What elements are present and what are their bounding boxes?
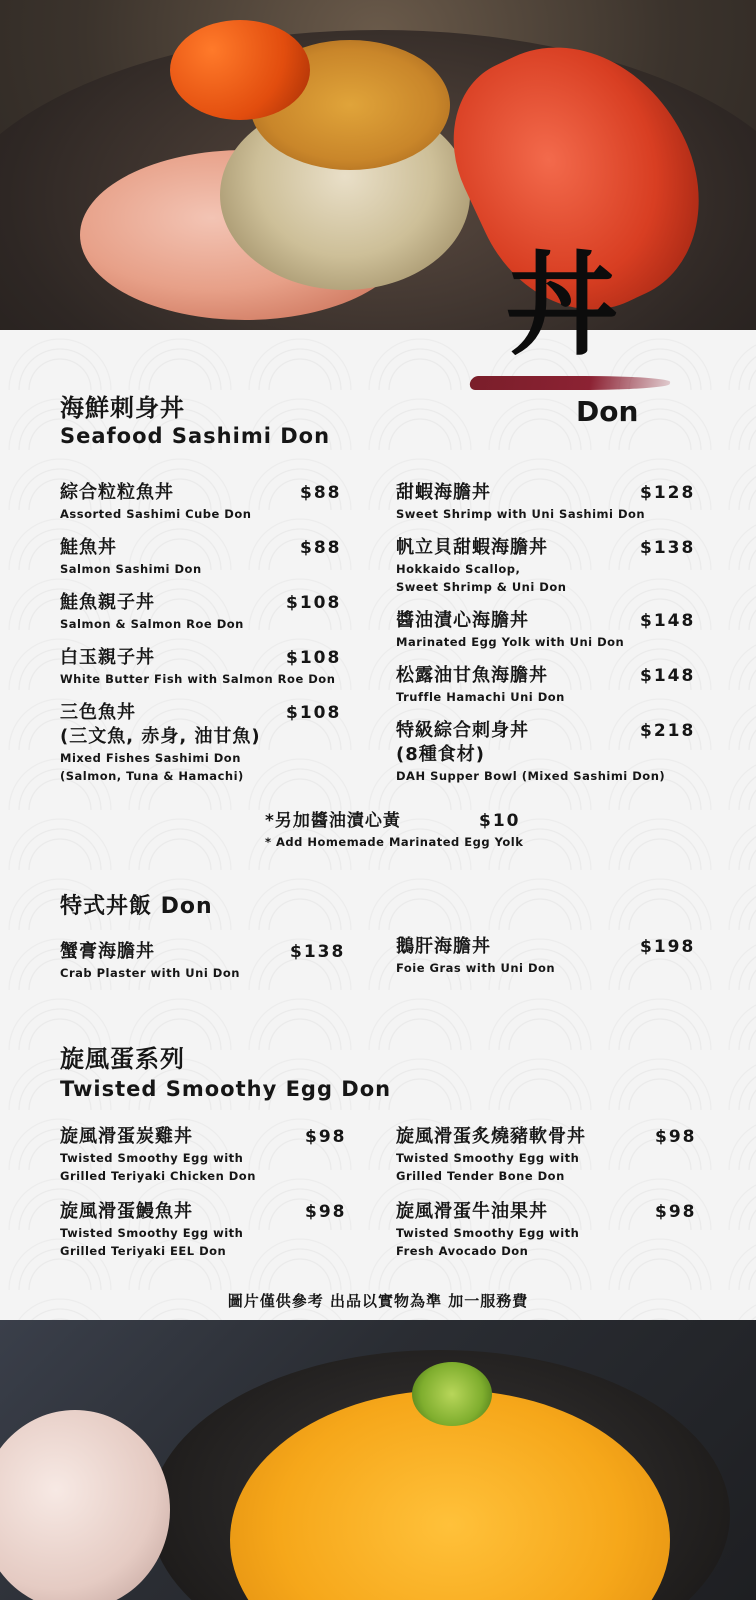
lime-slice xyxy=(412,1362,492,1426)
item-name-cn: 甜蝦海膽丼 xyxy=(396,482,491,503)
item-price: $198 xyxy=(640,937,696,957)
menu-item xyxy=(396,609,624,651)
item-price: $88 xyxy=(300,483,342,503)
menu-item xyxy=(60,481,251,523)
item-name-en: Twisted Smoothy Egg with xyxy=(396,1226,580,1240)
item-price: $138 xyxy=(640,538,696,558)
item-price: $138 xyxy=(290,942,346,962)
item-name-cn: 旋風滑蛋牛油果丼 xyxy=(396,1201,548,1222)
item-name-cn: 帆立貝甜蝦海膽丼 xyxy=(396,537,548,558)
item-name-en: Twisted Smoothy Egg with xyxy=(60,1151,244,1165)
item-name-cn: 綜合粒粒魚丼 xyxy=(60,482,174,503)
menu-item xyxy=(60,701,261,785)
menu-item xyxy=(60,536,202,578)
menu-item xyxy=(396,719,665,785)
menu-item xyxy=(396,481,645,523)
title-english: Don xyxy=(576,395,639,428)
item-name-en: Sweet Shrimp with Uni Sashimi Don xyxy=(396,507,646,521)
menu-item xyxy=(60,591,244,633)
addon-price: $10 xyxy=(479,811,521,831)
item-name-en: Twisted Smoothy Egg with xyxy=(396,1151,580,1165)
item-name-en: Crab Plaster with Uni Don xyxy=(60,966,240,980)
item-price: $108 xyxy=(286,593,342,613)
menu-item xyxy=(396,664,565,706)
item-name-en-sub: Sweet Shrimp & Uni Don xyxy=(396,580,567,594)
item-price: $218 xyxy=(640,721,696,741)
item-name-en: Twisted Smoothy Egg with xyxy=(60,1226,244,1240)
addon-name-cn: *另加醬油漬心黃 xyxy=(265,811,401,831)
addon-name-en: * Add Homemade Marinated Egg Yolk xyxy=(265,835,524,849)
item-name-cn: 醬油漬心海膽丼 xyxy=(396,610,529,631)
item-name-cn: 鮭魚親子丼 xyxy=(60,592,155,613)
item-price: $108 xyxy=(286,648,342,668)
item-price: $98 xyxy=(305,1202,347,1222)
item-name-cn: 松露油甘魚海膽丼 xyxy=(396,665,548,686)
item-name-cn: 旋風滑蛋炙燒豬軟骨丼 xyxy=(396,1126,586,1147)
item-price: $148 xyxy=(640,611,696,631)
menu-item xyxy=(396,935,555,977)
item-name-en-sub: (Salmon, Tuna & Hamachi) xyxy=(60,769,244,783)
item-price: $88 xyxy=(300,538,342,558)
item-name-cn-sub: (三文魚, 赤身, 油甘魚) xyxy=(60,726,261,747)
item-price: $148 xyxy=(640,666,696,686)
brush-stroke xyxy=(469,376,672,390)
item-name-en: Marinated Egg Yolk with Uni Don xyxy=(396,635,625,649)
item-name-cn: 三色魚丼 xyxy=(60,702,136,723)
menu-item xyxy=(60,1200,243,1260)
footer-note: 圖片僅供參考 出品以實物為準 加一服務費 xyxy=(227,1292,529,1310)
item-name-en-sub: Fresh Avocado Don xyxy=(396,1244,529,1258)
menu-item xyxy=(396,1200,579,1260)
item-name-en-sub: Grilled Tender Bone Don xyxy=(396,1169,565,1183)
item-name-en-sub: Grilled Teriyaki EEL Don xyxy=(60,1244,227,1258)
item-name-cn: 白玉親子丼 xyxy=(60,647,155,668)
item-name-en: DAH Supper Bowl (Mixed Sashimi Don) xyxy=(396,769,666,783)
seafood-title-en: Seafood Sashimi Don xyxy=(60,424,331,448)
item-name-en: Mixed Fishes Sashimi Don xyxy=(60,751,241,765)
salmon-roe xyxy=(170,20,310,120)
item-name-en: Salmon Sashimi Don xyxy=(60,562,202,576)
item-name-en-sub: Grilled Teriyaki Chicken Don xyxy=(60,1169,256,1183)
flower-decoration xyxy=(0,1410,170,1600)
egg-title-en: Twisted Smoothy Egg Don xyxy=(60,1077,392,1101)
bottom-food-photo xyxy=(0,1320,756,1600)
item-price: $98 xyxy=(305,1127,347,1147)
top-food-photo xyxy=(0,0,756,330)
title-kanji: 丼 xyxy=(506,240,618,371)
menu-item xyxy=(396,536,566,596)
item-name-cn: 鵝肝海膽丼 xyxy=(396,936,491,957)
egg-title-cn: 旋風蛋系列 xyxy=(60,1045,185,1073)
special-title: 特式丼飯 Don xyxy=(60,894,213,919)
item-name-cn: 特級綜合刺身丼 xyxy=(396,720,529,741)
item-name-cn: 鮭魚丼 xyxy=(60,537,117,558)
menu-item xyxy=(60,940,240,982)
item-name-en: Truffle Hamachi Uni Don xyxy=(396,690,565,704)
item-name-en: Salmon & Salmon Roe Don xyxy=(60,617,244,631)
item-price: $128 xyxy=(640,483,696,503)
menu-item xyxy=(60,1125,256,1185)
item-price: $98 xyxy=(655,1202,697,1222)
item-name-en: Hokkaido Scallop, xyxy=(396,562,521,576)
item-name-cn: 旋風滑蛋鰻魚丼 xyxy=(60,1201,193,1222)
seafood-title-cn: 海鮮刺身丼 xyxy=(60,394,185,422)
item-price: $108 xyxy=(286,703,342,723)
item-name-en: Assorted Sashimi Cube Don xyxy=(60,507,252,521)
item-name-en: Foie Gras with Uni Don xyxy=(396,961,556,975)
menu-item xyxy=(396,1125,586,1185)
item-name-cn-sub: (8種食材) xyxy=(396,744,485,765)
item-name-en: White Butter Fish with Salmon Roe Don xyxy=(60,672,336,686)
item-price: $98 xyxy=(655,1127,697,1147)
item-name-cn: 旋風滑蛋炭雞丼 xyxy=(60,1126,193,1147)
item-name-cn: 蟹膏海膽丼 xyxy=(60,941,155,962)
